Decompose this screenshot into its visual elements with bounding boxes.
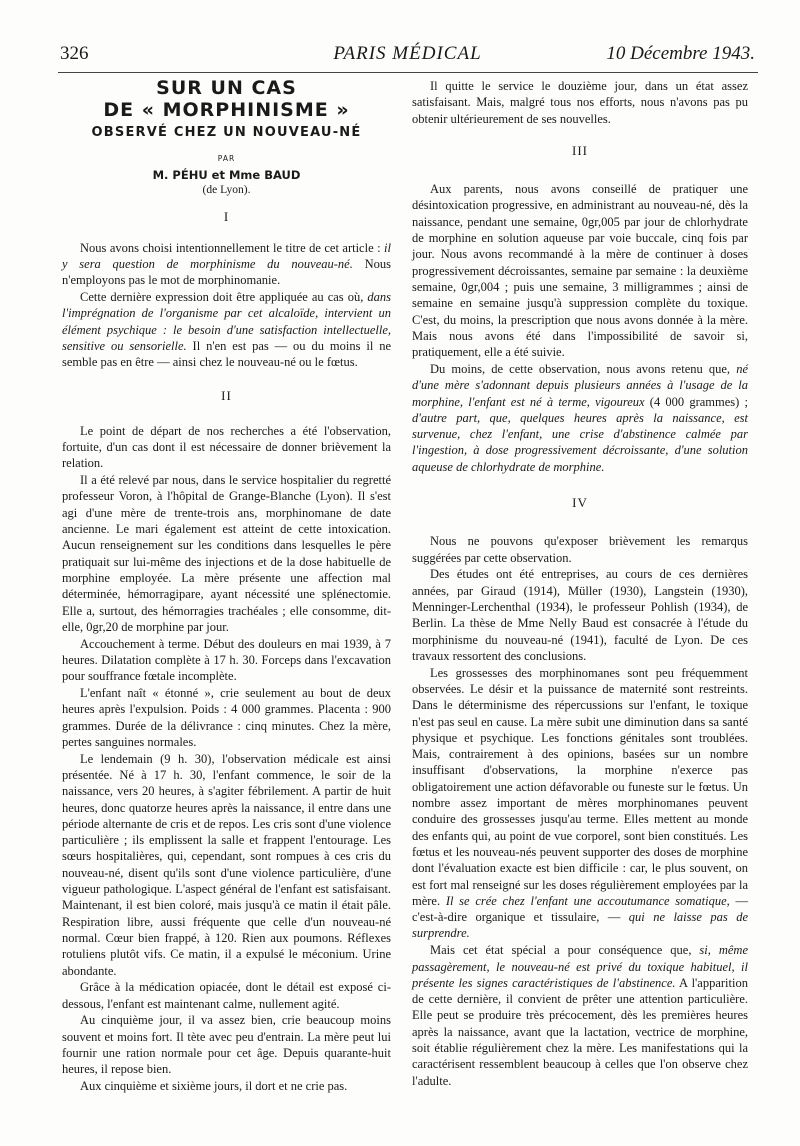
affiliation: (de Lyon).: [202, 184, 251, 197]
paragraph: L'enfant naît « étonné », crie seulement au bout de deux heures après l'expulsion. Poids : 4 000 grammes. Placenta : 900 grammes. Durée de la délivrance : cinq minutes. Chez la mère, pertes sanguines normales.: [62, 686, 391, 749]
header-rule: [58, 72, 758, 73]
byline-par: PAR: [217, 154, 236, 163]
right-column: [412, 78, 748, 1089]
paragraph: Nous ne pouvons qu'exposer brièvement les remarqus suggérées par cette observation.: [412, 534, 748, 565]
authors: M. PÉHU et Mme BAUD: [152, 168, 301, 183]
journal-title: PARIS MÉDICAL: [333, 43, 482, 64]
paragraph: Le point de départ de nos recherches a été l'observation, fortuite, d'un cas dont il est nécessaire de donner brièvement la relation.: [62, 423, 391, 471]
paragraph: Accouchement à terme. Début des douleurs en mai 1939, à 7 heures. Dilatation complète à 17 h. 30. Forceps dans l'excavation pour souffrance fœtale incomplète.: [62, 636, 391, 684]
paragraph: Nous avons choisi intentionnellement le titre de cet article : il y sera question de morphinisme du nouveau-né. Nous n'employons pas le mot de morphinomanie.: [62, 240, 391, 288]
paragraph: Au cinquième jour, il va assez bien, crie beaucoup moins souvent et moins fort. Il tète avec peu d'entrain. La mère peut lui fournir une ration normale pour cet âge. Depuis quarante-huit heures, il repose bien.: [62, 1013, 391, 1077]
left-column: [62, 78, 391, 1095]
article-subtitle: OBSERVÉ CHEZ UN NOUVEAU-NÉ: [91, 125, 362, 140]
article-title-line-1: SUR UN CAS: [156, 77, 297, 99]
paragraph: Il quitte le service le douzième jour, dans un état assez satisfaisant. Mais, malgré tous nos efforts, nous n'avons pas pu obtenir ultérieurement de ses nouvelles.: [412, 79, 748, 126]
paragraph: Le lendemain (9 h. 30), l'observation médicale est ainsi présentée. Né à 17 h. 30, l'enfant commence, le soir de la naissance, vers 20 heures, à s'agiter fébrilement. A partir de huit heures, donc quatorze heures après la naissance, il entre dans une période alternante de cris et de repos. Les cris sont d'une violence particulière ; ils emplissent la salle et frappent l'entourage. Les sœurs hospitalières, qui, cependant, sont rompues à ces cris du nouveau-né, disent qu'ils sont d'une violence particulière, d'une vigueur pathologique. L'aspect général de l'enfant est satisfaisant. Maintenant, il est bien coloré, mais jusqu'à ce matin il était pâle. Respiration libre, aussi fréquente que celle d'un nouveau-né normal. Cœur bien frappé, à 120. Rien aux poumons. Réflexes rotuliens plutôt vifs. Ce matin, il a expulsé le méconium. Urine abondante.: [62, 751, 391, 978]
article-title-line-2: DE « MORPHINISME »: [103, 99, 350, 121]
section-heading-2: II: [221, 388, 232, 404]
paragraph: Cette dernière expression doit être appliquée au cas où, dans l'imprégnation de l'organisme par cet alcaloïde, intervient un élément psychique : le besoin d'une satisfaction intellectuelle, sensitive ou sensorielle. Il n'en est pas — ou du moins il ne semble pas en être — ainsi chez le nouveau-né ou le fœtus.: [62, 289, 391, 370]
issue-date: 10 Décembre 1943.: [606, 43, 755, 64]
paragraph: Grâce à la médication opiacée, dont le détail est exposé ci-dessous, l'enfant est maintenant calme, nullement agité.: [62, 980, 391, 1011]
running-header: [60, 43, 755, 69]
section-heading-1: I: [223, 209, 230, 225]
paragraph: Du moins, de cette observation, nous avons retenu que, né d'une mère s'adonnant depuis plusieurs années à l'usage de la morphine, l'enfant est né à terme, vigoureux (4 000 grammes) ; d'autre part, que, quelques heures après la naissance, est survenue, chez l'enfant, une crise d'abstinence calmée par l'ingestion, à dose progressivement décroissante, d'une solution aqueuse de chlorhydrate de morphine.: [412, 361, 748, 474]
paragraph: Des études ont été entreprises, au cours de ces dernières années, par Giraud (1914), Müller (1930), Langstein (1930), Menninger-Lerchenthal (1934), le professeur Pohlish (1934), de Berlin. La thèse de Mme Nelly Baud est consacrée à l'étude du morphinisme du nouveau-né (1941), faculté de Lyon. De ces travaux ressortent des conclusions.: [412, 567, 748, 663]
paragraph: Les grossesses des morphinomanes sont peu fréquemment observées. Le désir et la puissance de maternité sont restreints. Dans le déterminisme des répercussions sur l'enfant, le toxique n'est pas seul en cause. La mère subit une diminution dans sa santé physique et psychique. Les fonctions génitales sont troublées. Mais, contrairement à des opinions, basées sur un nombre insuffisant d'observations, la morphine n'exerce pas obligatoirement une action défavorable ou funeste sur le fœtus. Un nombre assez important de mères morphinomanes peuvent conduire des grossesses jusqu'au terme. Elles mettent au monde des enfants qui, au point de vue corporel, sont bien constitués. Les fœtus et les nouveau-nés peuvent supporter des doses de morphine dont l'évaluation exacte est bien difficile : car, le plus souvent, on est fort mal renseigné sur les doses régulièrement employées par la mère. Il se crée chez l'enfant une accoutumance somatique, — c'est-à-dire organique et tissulaire, — qui ne laisse pas de surprendre.: [412, 665, 748, 941]
section-heading-4: IV: [572, 495, 588, 511]
page-number: 326: [60, 43, 89, 64]
section-heading-3: III: [572, 142, 588, 158]
paragraph: Aux parents, nous avons conseillé de pratiquer une désintoxication progressive, en administrant au nouveau-né, dès la naissance, pendant une semaine, 0gr,005 par jour de chlorhydrate de morphine en solution aqueuse par voie buccale, cinq fois par jour. Nous avons recommandé à la mère de continuer à doses progressivement décroissantes, semaine par semaine : la deuxième semaine, 0gr,004 ; puis une semaine, 3 milligrammes ; ainsi de semaine en semaine jusqu'à suppression complète du toxique. C'est, du moins, la prescription que nous avons donnée à la mère. Mais nous avons été dans l'impossibilité de savoir si, pratiquement, elle a été suivie.: [412, 182, 748, 360]
paragraph: Mais cet état spécial a pour conséquence que, si, même passagèrement, le nouveau-né est privé du toxique habituel, il présente les signes caractéristiques de l'abstinence. A l'apparition de cette dernière, il convient de prêter une attention particulière. Elle peut se produire très précocement, dès les premières heures après la naissance, avant que la lactation, vectrice de morphine, soit établie régulièrement chez la mère. Les manifestations qui la caractérisent ressemblent beaucoup à celles que l'on observe chez l'adulte.: [412, 943, 748, 1088]
paragraph: Il a été relevé par nous, dans le service hospitalier du regretté professeur Voron, à l'hôpital de Grange-Blanche (Lyon). Il s'est agi d'une mère de trente-trois ans, morphinomane de date ancienne. Le mari également est atteint de cette intoxication. Aucun renseignement sur les conditions dans lesquelles le père pratiquait sur lui-même des injections et de la dose habituelle de morphine employée. La mère présente une affection mal déterminée, hémorragipare, ayant nécessité une splénectomie. Elle a, surtout, des hémorragies trachéales ; elle consomme, dit-elle, 0gr,20 de morphine par jour.: [62, 473, 391, 634]
paragraph: Aux cinquième et sixième jours, il dort et ne crie pas.: [80, 1079, 348, 1094]
